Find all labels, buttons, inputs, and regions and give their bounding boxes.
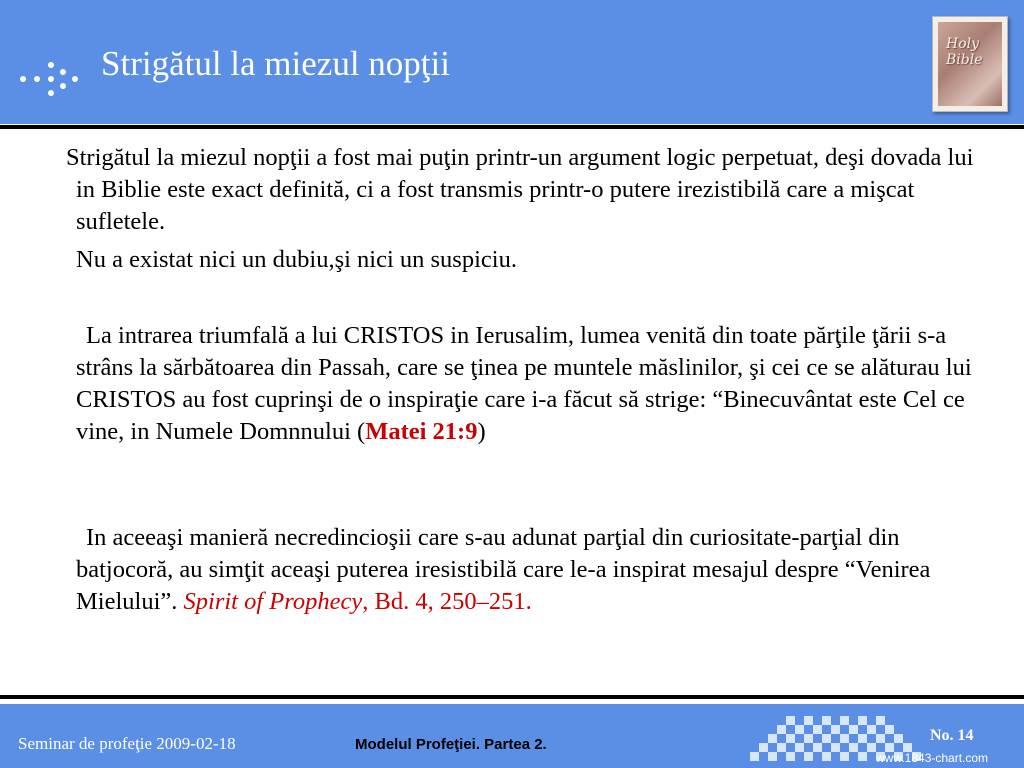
- presentation-title: Modelul Profeţiei. Partea 2.: [355, 736, 547, 753]
- paragraph-3-close: ): [477, 418, 486, 445]
- paragraph-3-text: La intrarea triumfală a lui CRISTOS in Ierusalim, lumea venită din toate părţile ţării s-a strâns la sărbătoarea din Passah, care se ţinea pe muntele măslinilor, şi cei ce se alăturau lui CRISTOS au fost cuprinşi de o inspiraţie care i-a făcut să strige: “Binecuvântat este Cel ce vine, in Numele Domnnului (: [76, 322, 972, 445]
- slide-number: No. 14: [930, 727, 974, 744]
- seminar-label: Seminar de profeţie 2009-02-18: [18, 734, 236, 753]
- paragraph-4-text: In aceeaşi manieră necredincioşii care s-au adunat parţial din curiositate-parţial din batjocoră, au simţit aceaşi puterea iresistibilă care le-a inspirat mesajul despre “Venirea Mielului”.: [76, 524, 931, 615]
- bible-logo-text: Holy Bible: [946, 36, 983, 68]
- paragraph-1: Strigătul la miezul nopţii a fost mai puţin printr-un argument logic perpetuat, deşi dovada lui in Biblie este exact definită, ci a fost transmis printr-o putere irezistibilă care a mişcat sufletele.: [66, 144, 974, 235]
- footer-divider: [0, 695, 1024, 699]
- source-title: Spirit of Prophecy: [183, 588, 363, 615]
- paragraph-4: [76, 522, 976, 618]
- paragraph-2: Nu a existat nici un dubiu,şi nici un suspiciu.: [76, 246, 517, 273]
- paragraph-3: [76, 320, 976, 448]
- source-reference: , Bd. 4, 250–251.: [362, 588, 532, 615]
- slide-title: Strigătul la miezul nopţii: [101, 44, 450, 83]
- website-url[interactable]: www.1843-chart.com: [876, 751, 989, 765]
- scripture-reference: Matei 21:9: [365, 418, 478, 445]
